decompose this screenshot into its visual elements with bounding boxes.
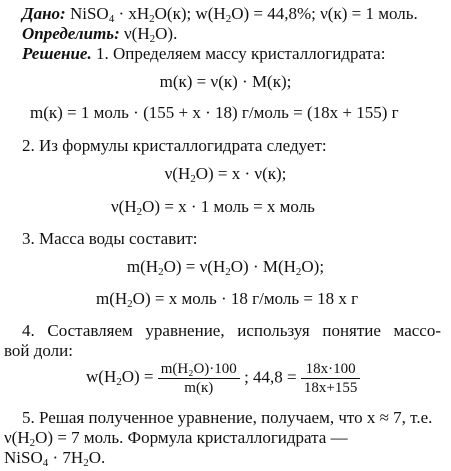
mass-fraction-lhs: $w(H_2O)$ = <box>86 367 154 389</box>
fraction-separator: ; 44,8 = <box>244 367 297 387</box>
fraction2-numerator: 18x·100 <box>301 360 360 379</box>
solution-step5-line1: 5. Решая полученное уравнение, получаем, что x ≈ 7, т.е. <box>22 408 433 427</box>
equation-mass-fraction <box>86 360 360 397</box>
equation-mass-calc: m(к) = 1 моль · (155 + x · 18) г/моль = (18x + 155) г <box>30 103 399 122</box>
solution-step1: Решение. 1. Определяем массу кристаллогидрата: <box>22 44 386 63</box>
fraction1-denominator: m(к) <box>184 380 214 396</box>
solution-step5-line3: NiSO$_4$ · $7H_2O$. <box>4 448 106 469</box>
solution-step2: 2. Из формулы кристаллогидрата следует: <box>22 136 327 155</box>
find-label: Определить: <box>22 24 120 43</box>
solution-label: Решение. <box>22 44 92 63</box>
solution-step4-line2: вой доли: <box>4 341 73 360</box>
equation-water-mass-2: $m(H_2O) = x$ моль · 18 г/моль = 18 x г <box>96 289 359 310</box>
fraction2-denominator: 18x+155 <box>303 380 358 396</box>
equation-water-mass-1: $m(H_2O) = \nu(H_2O) \cdot M(H_2O)$; <box>126 257 325 278</box>
solution-step4-line1: 4. Составляем уравнение, используя понятие массо- <box>22 321 441 340</box>
find-line: Определить: $\nu(H_2O)$. <box>22 24 178 45</box>
fraction-numeric <box>301 360 360 397</box>
given-label: Дано: <box>22 4 66 23</box>
equation-mass-crystal: m(к) = ν(к) · M(к); <box>159 72 292 91</box>
fraction1-numerator: m(H₂O)·100 <box>158 360 240 379</box>
solution-step3: 3. Масса воды составит: <box>22 229 198 248</box>
equation-moles-water-1: $\nu(H_2O) = x \cdot \nu(к)$; <box>164 164 287 185</box>
given-formula: NiSO$_4$ · $xH_2O(к)$; $w(H_2O) = 44,8\%$; ν(к) = 1 моль. <box>69 4 418 25</box>
equation-moles-water-2: $\nu(H_2O) = x \cdot 1$ моль = x моль <box>111 197 315 218</box>
solution-step5-line2: $\nu(H_2O) = 7$ моль. Формула кристаллогидрата — <box>4 428 348 449</box>
fraction-water-over-crystal <box>158 360 240 397</box>
given-line <box>22 4 418 24</box>
